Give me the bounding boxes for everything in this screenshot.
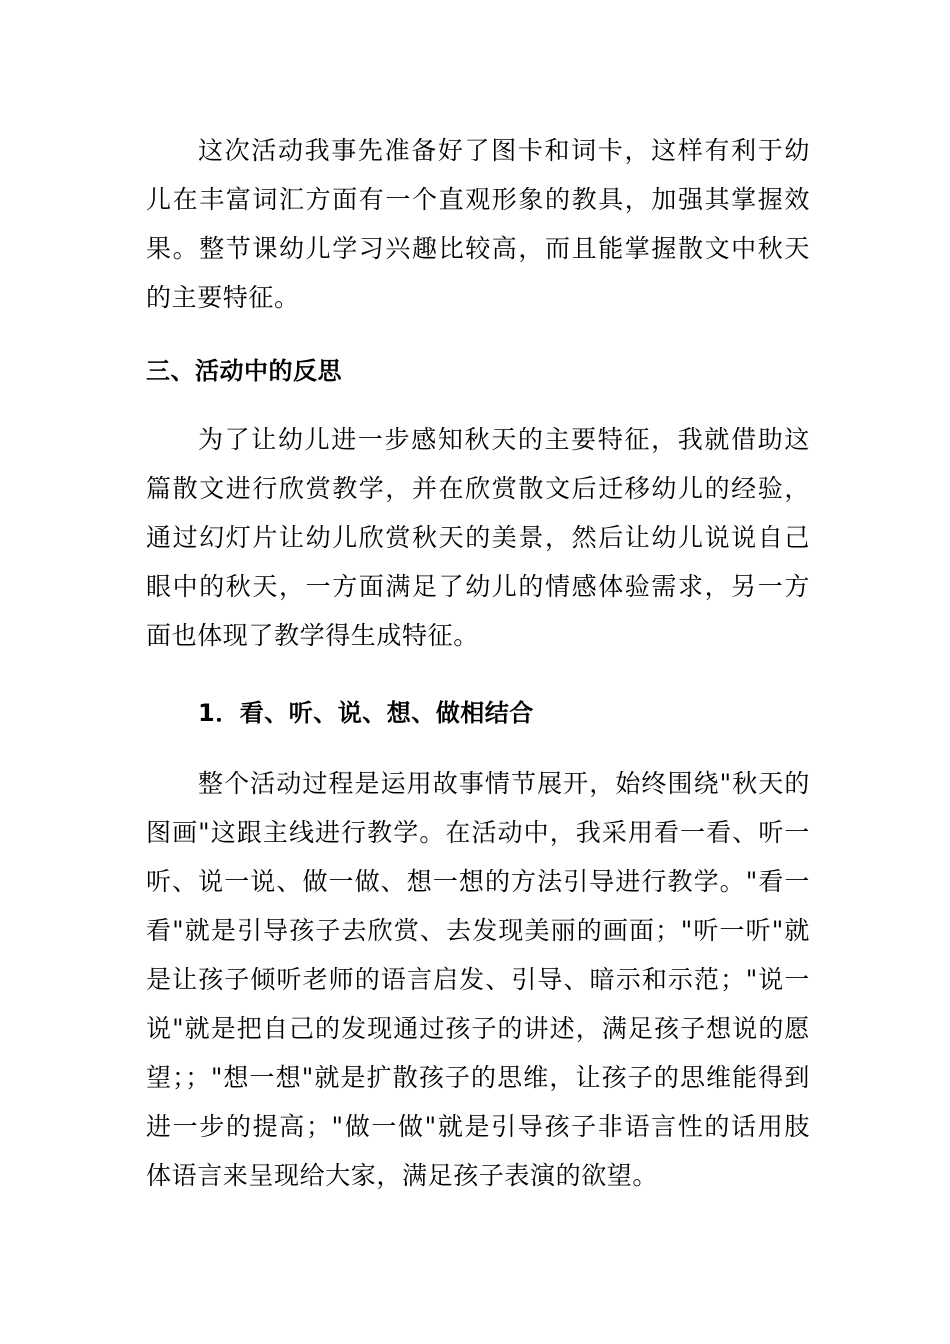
paragraph-methods: 整个活动过程是运用故事情节展开，始终围绕"秋天的图画"这跟主线进行教学。在活动中，我采用看一看、听一听、说一说、做一做、想一想的方法引导进行教学。"看一看"就是引导孩子去欣赏、去发现美丽的画面；"听一听"就是让孩子倾听老师的语言启发、引导、暗示和示范；"说一说"就是把自己的发现通过孩子的讲述，满足孩子想说的愿望；；"想一想"就是扩散孩子的思维，让孩子的思维能得到进一步的提高；"做一做"就是引导孩子非语言性的话用肢体语言来呈现给大家，满足孩子表演的欲望。 xyxy=(146,769,810,1190)
subsection-heading-combined-methods: 1．看、听、说、想、做相结合 xyxy=(198,699,534,727)
paragraph-preparation: 这次活动我事先准备好了图卡和词卡，这样有利于幼儿在丰富词汇方面有一个直观形象的教具，加强其掌握效果。整节课幼儿学习兴趣比较高，而且能掌握散文中秋天的主要特征。 xyxy=(146,136,810,312)
section-heading-reflection: 三、活动中的反思 xyxy=(146,357,342,385)
paragraph-reflection-intro: 为了让幼儿进一步感知秋天的主要特征，我就借助这篇散文进行欣赏教学，并在欣赏散文后迁移幼儿的经验，通过幻灯片让幼儿欣赏秋天的美景，然后让幼儿说说自己眼中的秋天，一方面满足了幼儿的情感体验需求，另一方面也体现了教学得生成特征。 xyxy=(146,425,810,650)
